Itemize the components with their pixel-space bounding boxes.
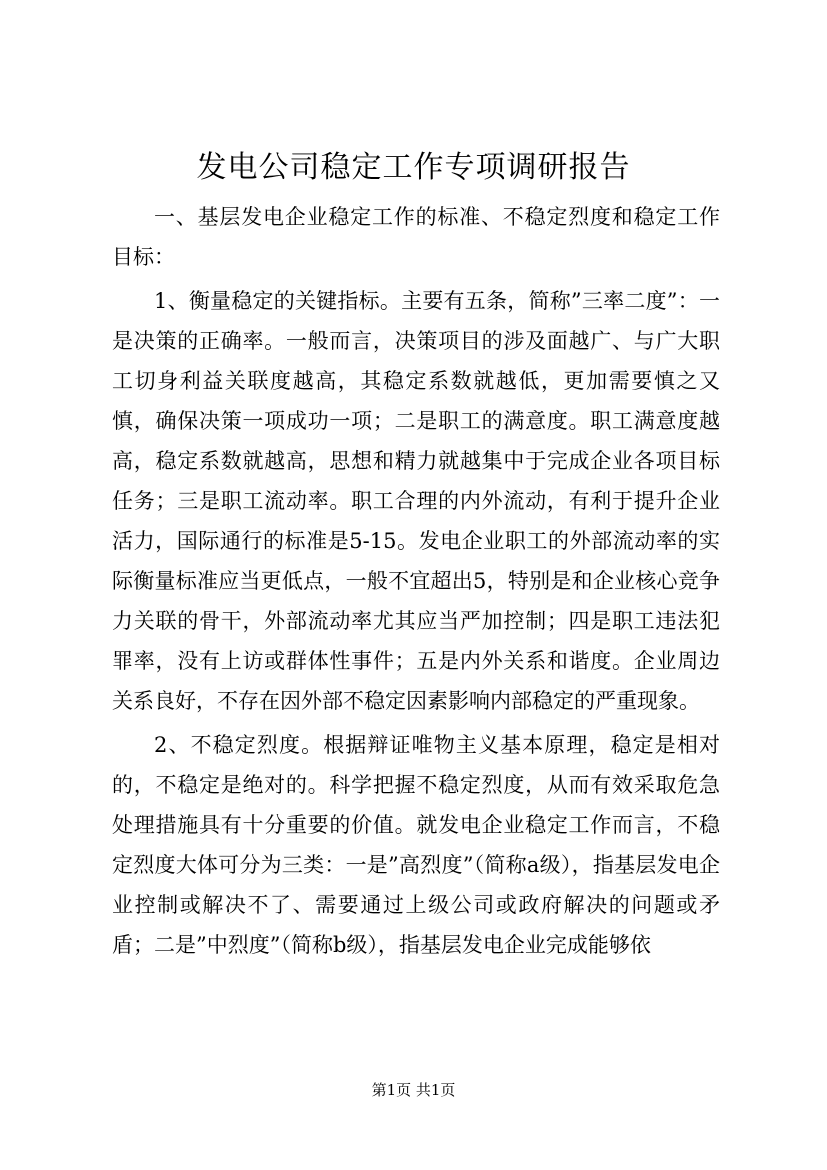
paragraph-instability-intensity: 2、不稳定烈度。根据辩证唯物主义基本原理，稳定是相对的，不稳定是绝对的。科学把握不稳定烈度，从而有效采取危急处理措施具有十分重要的价值。就发电企业稳定工作而言，不稳定烈度大体可分为三类：一是”高烈度”（简称a级），指基层发电企业控制或解决不了、需要通过上级公司或政府解决的问题或矛盾；二是”中烈度”（简称b级），指基层发电企业完成能够依 (112, 733, 720, 957)
paragraph-section-heading: 一、基层发电企业稳定工作的标准、不稳定烈度和稳定工作目标： (112, 205, 720, 269)
paragraph-key-indicators: 1、衡量稳定的关键指标。主要有五条，简称”三率二度”：一是决策的正确率。一般而言，决策项目的涉及面越广、与广大职工切身利益关联度越高，其稳定系数就越低，更加需要慎之又慎，确保决策一项成功一项；二是职工的满意度。职工满意度越高，稳定系数就越高，思想和精力就越集中于完成企业各项目标任务；三是职工流动率。职工合理的内外流动，有利于提升企业活力，国际通行的标准是5-15。发电企业职工的外部流动率的实际衡量标准应当更低点，一般不宜超出5，特别是和企业核心竞争力关联的骨干，外部流动率尤其应当严加控制；四是职工违法犯罪率，没有上访或群体性事件；五是内外关系和谐度。企业周边关系良好，不存在因外部不稳定因素影响内部稳定的严重现象。 (112, 289, 720, 713)
document-body (112, 197, 720, 969)
document-title: 发电公司稳定工作专项调研报告 (196, 150, 631, 185)
page-footer: 第1页 共1页 (371, 1081, 456, 1099)
